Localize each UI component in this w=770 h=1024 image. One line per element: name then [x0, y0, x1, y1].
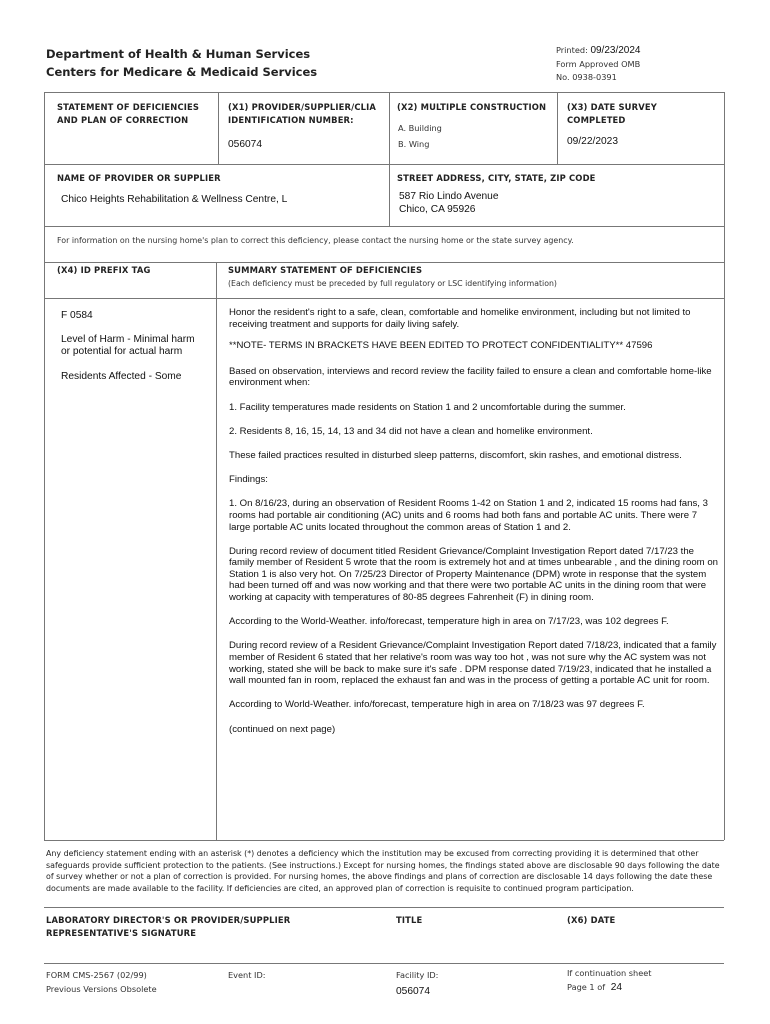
disclaimer: Any deficiency statement ending with an asterisk (*) denotes a deficiency which the institution may be excused from correcting providing it is determined that other safeguards provide sufficient protection to the patients. (See instructions.) Except for nursing homes, the findings stated above are disclosable 90 days following the date of survey whether or not a plan of correction is provided. For nursing homes, the above findings and plans of correction are disclosable 14 days following the date these documents are made available to the facility. If deficiencies are cited, an approved plan of correction is requisite to continued program participation. — [46, 849, 720, 893]
summary-paragraph: 1. On 8/16/23, during an observation of Resident Rooms 1-42 on Station 1 and 2, indicated 15 rooms had fans, 3 rooms had portable air conditioning (AC) units and 6 rooms had both fans and portable AC units. There were 7 large portable AC units located throughout the common areas of Station 1 and 2. — [229, 498, 708, 533]
continuation-label: If continuation sheet — [567, 968, 652, 978]
provider-name: Chico Heights Rehabilitation & Wellness Centre, L — [61, 194, 288, 205]
rule — [44, 963, 724, 964]
rule — [44, 92, 724, 93]
agency-subname: Centers for Medicare & Medicaid Services — [46, 65, 318, 79]
summary-sub-label: (Each deficiency must be preceded by full regulatory or LSC identifying information) — [228, 279, 557, 288]
previous-versions: Previous Versions Obsolete — [46, 984, 157, 994]
summary-paragraph: 2. Residents 8, 16, 15, 14, 13 and 34 did not have a clean and homelike environment. — [229, 425, 593, 437]
omb-line-1: Form Approved OMB — [556, 59, 641, 69]
survey-label: (X3) DATE SURVEY COMPLETED — [567, 102, 657, 125]
date-label: (X6) DATE — [567, 915, 616, 925]
deficiency-summary — [229, 307, 718, 748]
address-line-2: Chico, CA 95926 — [399, 204, 476, 215]
rule — [44, 298, 724, 299]
summary-paragraph: Based on observation, interviews and record review the facility failed to ensure a clean and comfortable home-like environment when: — [229, 365, 712, 389]
rule — [216, 262, 217, 840]
building-label: A. Building — [398, 123, 442, 133]
summary-paragraph: Findings: — [229, 474, 268, 486]
provider-id: 056074 — [228, 139, 262, 150]
facility-id-label: Facility ID: — [396, 970, 439, 980]
rule — [44, 92, 45, 262]
page-label: Page 1 of — [567, 982, 606, 992]
summary-paragraph: During record review of document titled Resident Grievance/Complaint Investigation Report dated 7/17/23 the family member of Resident 5 wrote that the room is extremely hot and at times unbearable , and the dining room on Station 1 is also very hot. On 7/25/23 Director of Property Maintenance (DPM) wrote in response that the system had been turned off and was now working and that there were two portable AC units in the dining room that were working at capacity with temperatures of 80-85 degrees Fahrenheit (F) in dining room. — [229, 545, 719, 604]
agency-name: Department of Health & Human Services — [46, 47, 311, 61]
event-id-label: Event ID: — [228, 970, 266, 980]
rule — [724, 262, 725, 840]
form-id: FORM CMS-2567 (02/99) — [46, 970, 147, 980]
rule — [44, 907, 724, 908]
provider-name-label: NAME OF PROVIDER OR SUPPLIER — [57, 173, 221, 183]
residents-affected: Residents Affected - Some — [61, 371, 182, 382]
page-indicator — [567, 981, 622, 994]
rule — [44, 226, 724, 227]
summary-paragraph: According to World-Weather. info/forecast, temperature high in area on 7/18/23 was 97 degrees F. — [229, 699, 645, 711]
summary-paragraph: 1. Facility temperatures made residents on Station 1 and 2 uncomfortable during the summer. — [229, 401, 626, 413]
printed-date: 09/23/2024 — [590, 45, 641, 56]
rule — [44, 262, 45, 840]
title-label: TITLE — [396, 915, 423, 925]
summary-paragraph: (continued on next page) — [229, 723, 336, 735]
rule — [44, 840, 724, 841]
level-of-harm: Level of Harm - Minimal harm or potential for actual harm — [61, 334, 195, 357]
rule — [557, 92, 558, 164]
survey-date: 09/22/2023 — [567, 136, 618, 147]
facility-id: 056074 — [396, 986, 430, 997]
summary-paragraph: Honor the resident's right to a safe, clean, comfortable and homelike environment, including but not limited to receiving treatment and supports for daily living safely. — [229, 307, 691, 330]
rule — [44, 262, 724, 263]
statement-label: STATEMENT OF DEFICIENCIES AND PLAN OF CORRECTION — [57, 102, 200, 125]
wing-label: B. Wing — [398, 139, 430, 149]
page-total: 24 — [610, 982, 623, 993]
printed-label: Printed: — [556, 45, 588, 55]
summary-paragraph: These failed practices resulted in disturbed sleep patterns, discomfort, skin rashes, and emotional distress. — [229, 449, 682, 461]
rule — [44, 164, 724, 165]
address-label: STREET ADDRESS, CITY, STATE, ZIP CODE — [397, 173, 596, 183]
address-line-1: 587 Rio Lindo Avenue — [399, 191, 499, 202]
omb-line-2: No. 0938-0391 — [556, 72, 617, 82]
deficiency-tag: F 0584 — [61, 310, 93, 321]
printed-line — [556, 44, 641, 57]
summary-paragraph: During record review of a Resident Grievance/Complaint Investigation Report dated 7/18/23, indicated that a family member of Resident 6 stated that her relative's room was way too hot , was not sure why the AC system was not working, stated she will be back to make sure it's safe . DPM response dated 7/19/23, indicated that he installed a wall mounted fan in room, replaced the exhaust fan and was in the process of getting a portable AC unit for room. — [229, 640, 717, 687]
rule — [389, 92, 390, 226]
rule — [724, 92, 725, 262]
info-line: For information on the nursing home's plan to correct this deficiency, please contact the nursing home or the state survey agency. — [57, 236, 574, 245]
multiple-construction-label: (X2) MULTIPLE CONSTRUCTION — [397, 102, 547, 112]
prefix-tag-label: (X4) ID PREFIX TAG — [57, 265, 151, 275]
signature-label: LABORATORY DIRECTOR'S OR PROVIDER/SUPPLIER REPRESENTATIVE'S SIGNATURE — [46, 915, 291, 938]
rule — [218, 92, 219, 164]
summary-paragraph: **NOTE- TERMS IN BRACKETS HAVE BEEN EDITED TO PROTECT CONFIDENTIALITY** 47596 — [229, 340, 653, 352]
summary-paragraph: According to the World-Weather. info/forecast, temperature high in area on 7/17/23, was 102 degrees F. — [229, 616, 669, 628]
summary-label: SUMMARY STATEMENT OF DEFICIENCIES — [228, 265, 423, 275]
provider-id-label: (X1) PROVIDER/SUPPLIER/CLIA IDENTIFICATION NUMBER: — [228, 102, 377, 125]
